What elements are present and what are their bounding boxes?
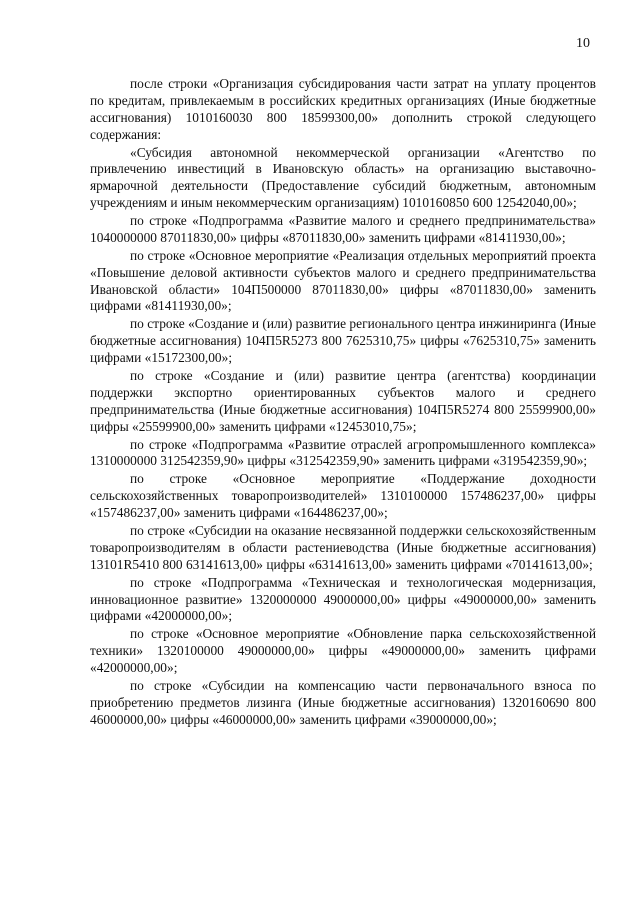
paragraph: по строке «Субсидии на оказание несвязанной поддержки сельскохозяйственным товаропроизводителям в области растениеводства (Иные бюджетные ассигнования) 13101R5410 800 63141613,00» цифры «63141613,00» заменить цифрами «70141613,00»; — [90, 523, 596, 572]
paragraph: по строке «Основное мероприятие «Реализация отдельных мероприятий проекта «Повышение деловой активности субъектов малого и среднего предпринимательства Ивановской области» 104П500000 87011830,00» цифры «87011830,00» заменить цифрами «81411930,00»; — [90, 247, 596, 314]
paragraph: по строке «Основное мероприятие «Обновление парка сельскохозяйственной техники» 1320100000 49000000,00» цифры «49000000,00» заменить цифрами «42000000,00»; — [90, 626, 596, 676]
document-body — [90, 76, 596, 730]
page-number: 10 — [576, 36, 590, 51]
paragraph: по строке «Субсидии на компенсацию части первоначального взноса по приобретению предметов лизинга (Иные бюджетные ассигнования) 1320160690 800 46000000,00» цифры «46000000,00» заменить цифрами «39000000,00»; — [90, 678, 596, 727]
paragraph: после строки «Организация субсидирования части затрат на уплату процентов по кредитам, привлекаемым в российских кредитных организациях (Иные бюджетные ассигнования) 1010160030 800 18599300,00» дополнить строкой следующего содержания: — [90, 76, 596, 142]
paragraph: по строке «Основное мероприятие «Поддержание доходности сельскохозяйственных товаропроизводителей» 1310100000 157486237,00» цифры «157486237,00» заменить цифрами «164486237,00»; — [90, 471, 596, 521]
paragraph: по строке «Создание и (или) развитие регионального центра инжиниринга (Иные бюджетные ассигнования) 104П5R5273 800 7625310,75» цифры «7625310,75» заменить цифрами «15172300,00»; — [90, 316, 596, 366]
paragraph: по строке «Создание и (или) развитие центра (агентства) координации поддержки экспортно ориентированных субъектов малого и среднего предпринимательства (Иные бюджетные ассигнования) 104П5R5274 800 25599900,00» цифры «25599900,00» заменить цифрами «12453010,75»; — [90, 368, 596, 434]
paragraph: «Субсидия автономной некоммерческой организации «Агентство по привлечению инвестиций в Ивановскую область» на организацию выставочно-ярмарочной деятельности (Предоставление субсидий бюджетным, автономным учреждениям и иным некоммерческим организациям) 1010160850 600 12542040,00»; — [90, 144, 596, 211]
paragraph: по строке «Подпрограмма «Развитие малого и среднего предпринимательства» 1040000000 87011830,00» цифры «87011830,00» заменить цифрами «81411930,00»; — [90, 213, 596, 245]
paragraph: по строке «Подпрограмма «Техническая и технологическая модернизация, инновационное развитие» 1320000000 49000000,00» цифры «49000000,00» заменить цифрами «42000000,00»; — [90, 574, 596, 624]
paragraph: по строке «Подпрограмма «Развитие отраслей агропромышленного комплекса» 1310000000 312542359,90» цифры «312542359,90» заменить цифрами «319542359,90»; — [90, 436, 596, 469]
